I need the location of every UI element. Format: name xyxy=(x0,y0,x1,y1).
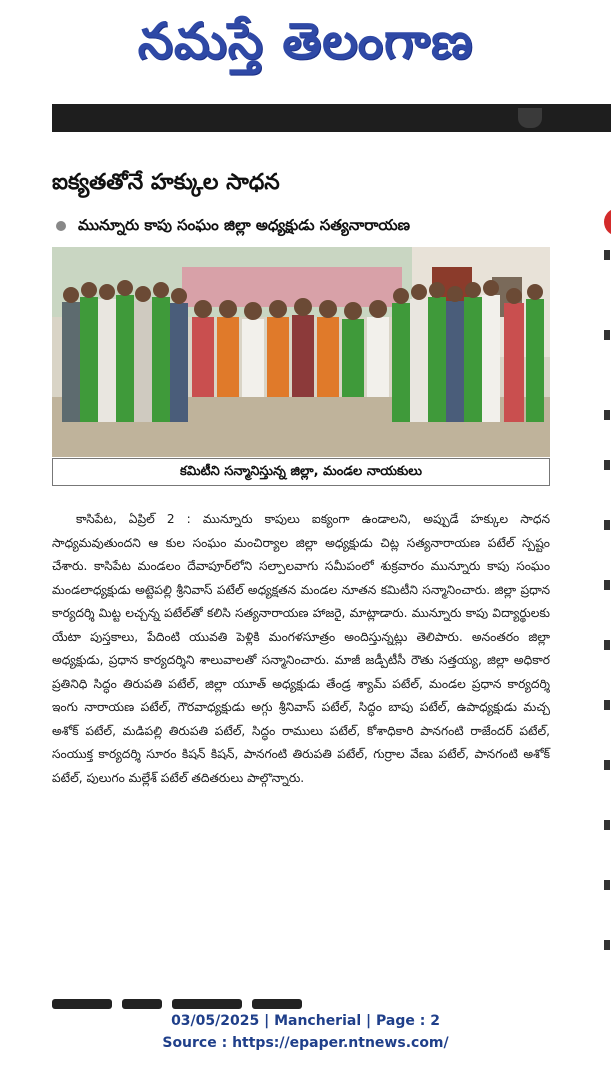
article-photo xyxy=(52,247,550,457)
page-footer xyxy=(0,1010,611,1054)
next-article-headline-fragment xyxy=(52,995,392,1009)
subheadline-row xyxy=(52,212,552,238)
footer-edition-info: 03/05/2025 | Mancherial | Page : 2 xyxy=(171,1013,440,1029)
group-photo-illustration xyxy=(52,247,550,457)
bullet-icon xyxy=(56,221,66,231)
band-decoration xyxy=(518,108,542,128)
section-band xyxy=(52,104,611,132)
newspaper-logo: నమస్తే తెలంగాణ xyxy=(137,12,474,70)
footer-source: Source : https://epaper.ntnews.com/ xyxy=(162,1035,449,1051)
article-headline: ఐక్యతతోనే హక్కుల సాధన xyxy=(52,170,280,195)
masthead xyxy=(0,0,611,104)
article-body xyxy=(52,508,550,790)
article-body-paragraph: కాసిపేట, ఏప్రిల్ 2 : మున్నూరు కాపులు ఐక్యంగా ఉండాలని, అప్పుడే హక్కుల సాధన సాధ్యమవుతుందని ఆ కుల సంఘం మంచిర్యాల జిల్లా అధ్యక్షుడు చిట్ల సత్యనారాయణ పటేల్ స్పష్టం చేశారు. కాసిపేట మండలం దేవాపూర్‌లోని సల్పాలవాగు సమీపంలో శుక్రవారం మున్నూరు కాపు సంఘం మండలాధ్యక్షుడు అట్టెపల్లి శ్రీనివాస్ పటేల్ అధ్యక్షతన మండల నూతన కమిటీని సన్మానించారు. జిల్లా ప్రధాన కార్యదర్శి మిట్ట లచ్చన్న పటేల్‌తో కలిసి సత్యనారాయణ హాజరై, మాట్లాడారు. మున్నూరు కాపు విద్యార్థులకు యేటా పుస్తకాలు, పేదింటి యువతి పెళ్లికి మంగళసూత్రం అందిస్తున్నట్లు తెలిపారు. అనంతరం జిల్లా అధ్యక్షుడు, ప్రధాన కార్యదర్శిని శాలువాలతో సన్మానించారు. మాజీ జడ్పీటీసీ రౌతు సత్తయ్య, జిల్లా అధికార ప్రతినిధి సిద్ధం తిరుపతి పటేల్, జిల్లా యూత్ అధ్యక్షుడు తేండ్ర శ్యామ్ పటేల్, మండల ప్రధాన కార్యదర్శి ఇంగు నారాయణ పటేల్, గౌరవాధ్యక్షుడు అగ్గు శ్రీనివాస్ పటేల్, సిద్ధం బాపు పటేల్, ఉపాధ్యక్షుడు మచ్చ అశోక్ పటేల్, మడిపల్లి తిరుపతి పటేల్, సిద్ధం రాములు పటేల్, కోశాధికారి పానగంటి రాజేందర్ పటేల్, సంయుక్త కార్యదర్శి సూరం కిషన్ కిషన్, పానగంటి తిరుపతి పటేల్, గుర్రాల వేణు పటేల్, పానగంటి అశోక్ పటేల్, పులుగం మల్లేశ్ పటేల్ తదితరులు పాల్గొన్నారు. xyxy=(52,512,550,785)
adjacent-page-marker xyxy=(604,208,611,236)
article-subheadline: మున్నూరు కాపు సంఘం జిల్లా అధ్యక్షుడు సత్యనారాయణ xyxy=(78,216,411,234)
photo-caption: కమిటీని సన్మానిస్తున్న జిల్లా, మండల నాయకులు xyxy=(52,458,550,486)
